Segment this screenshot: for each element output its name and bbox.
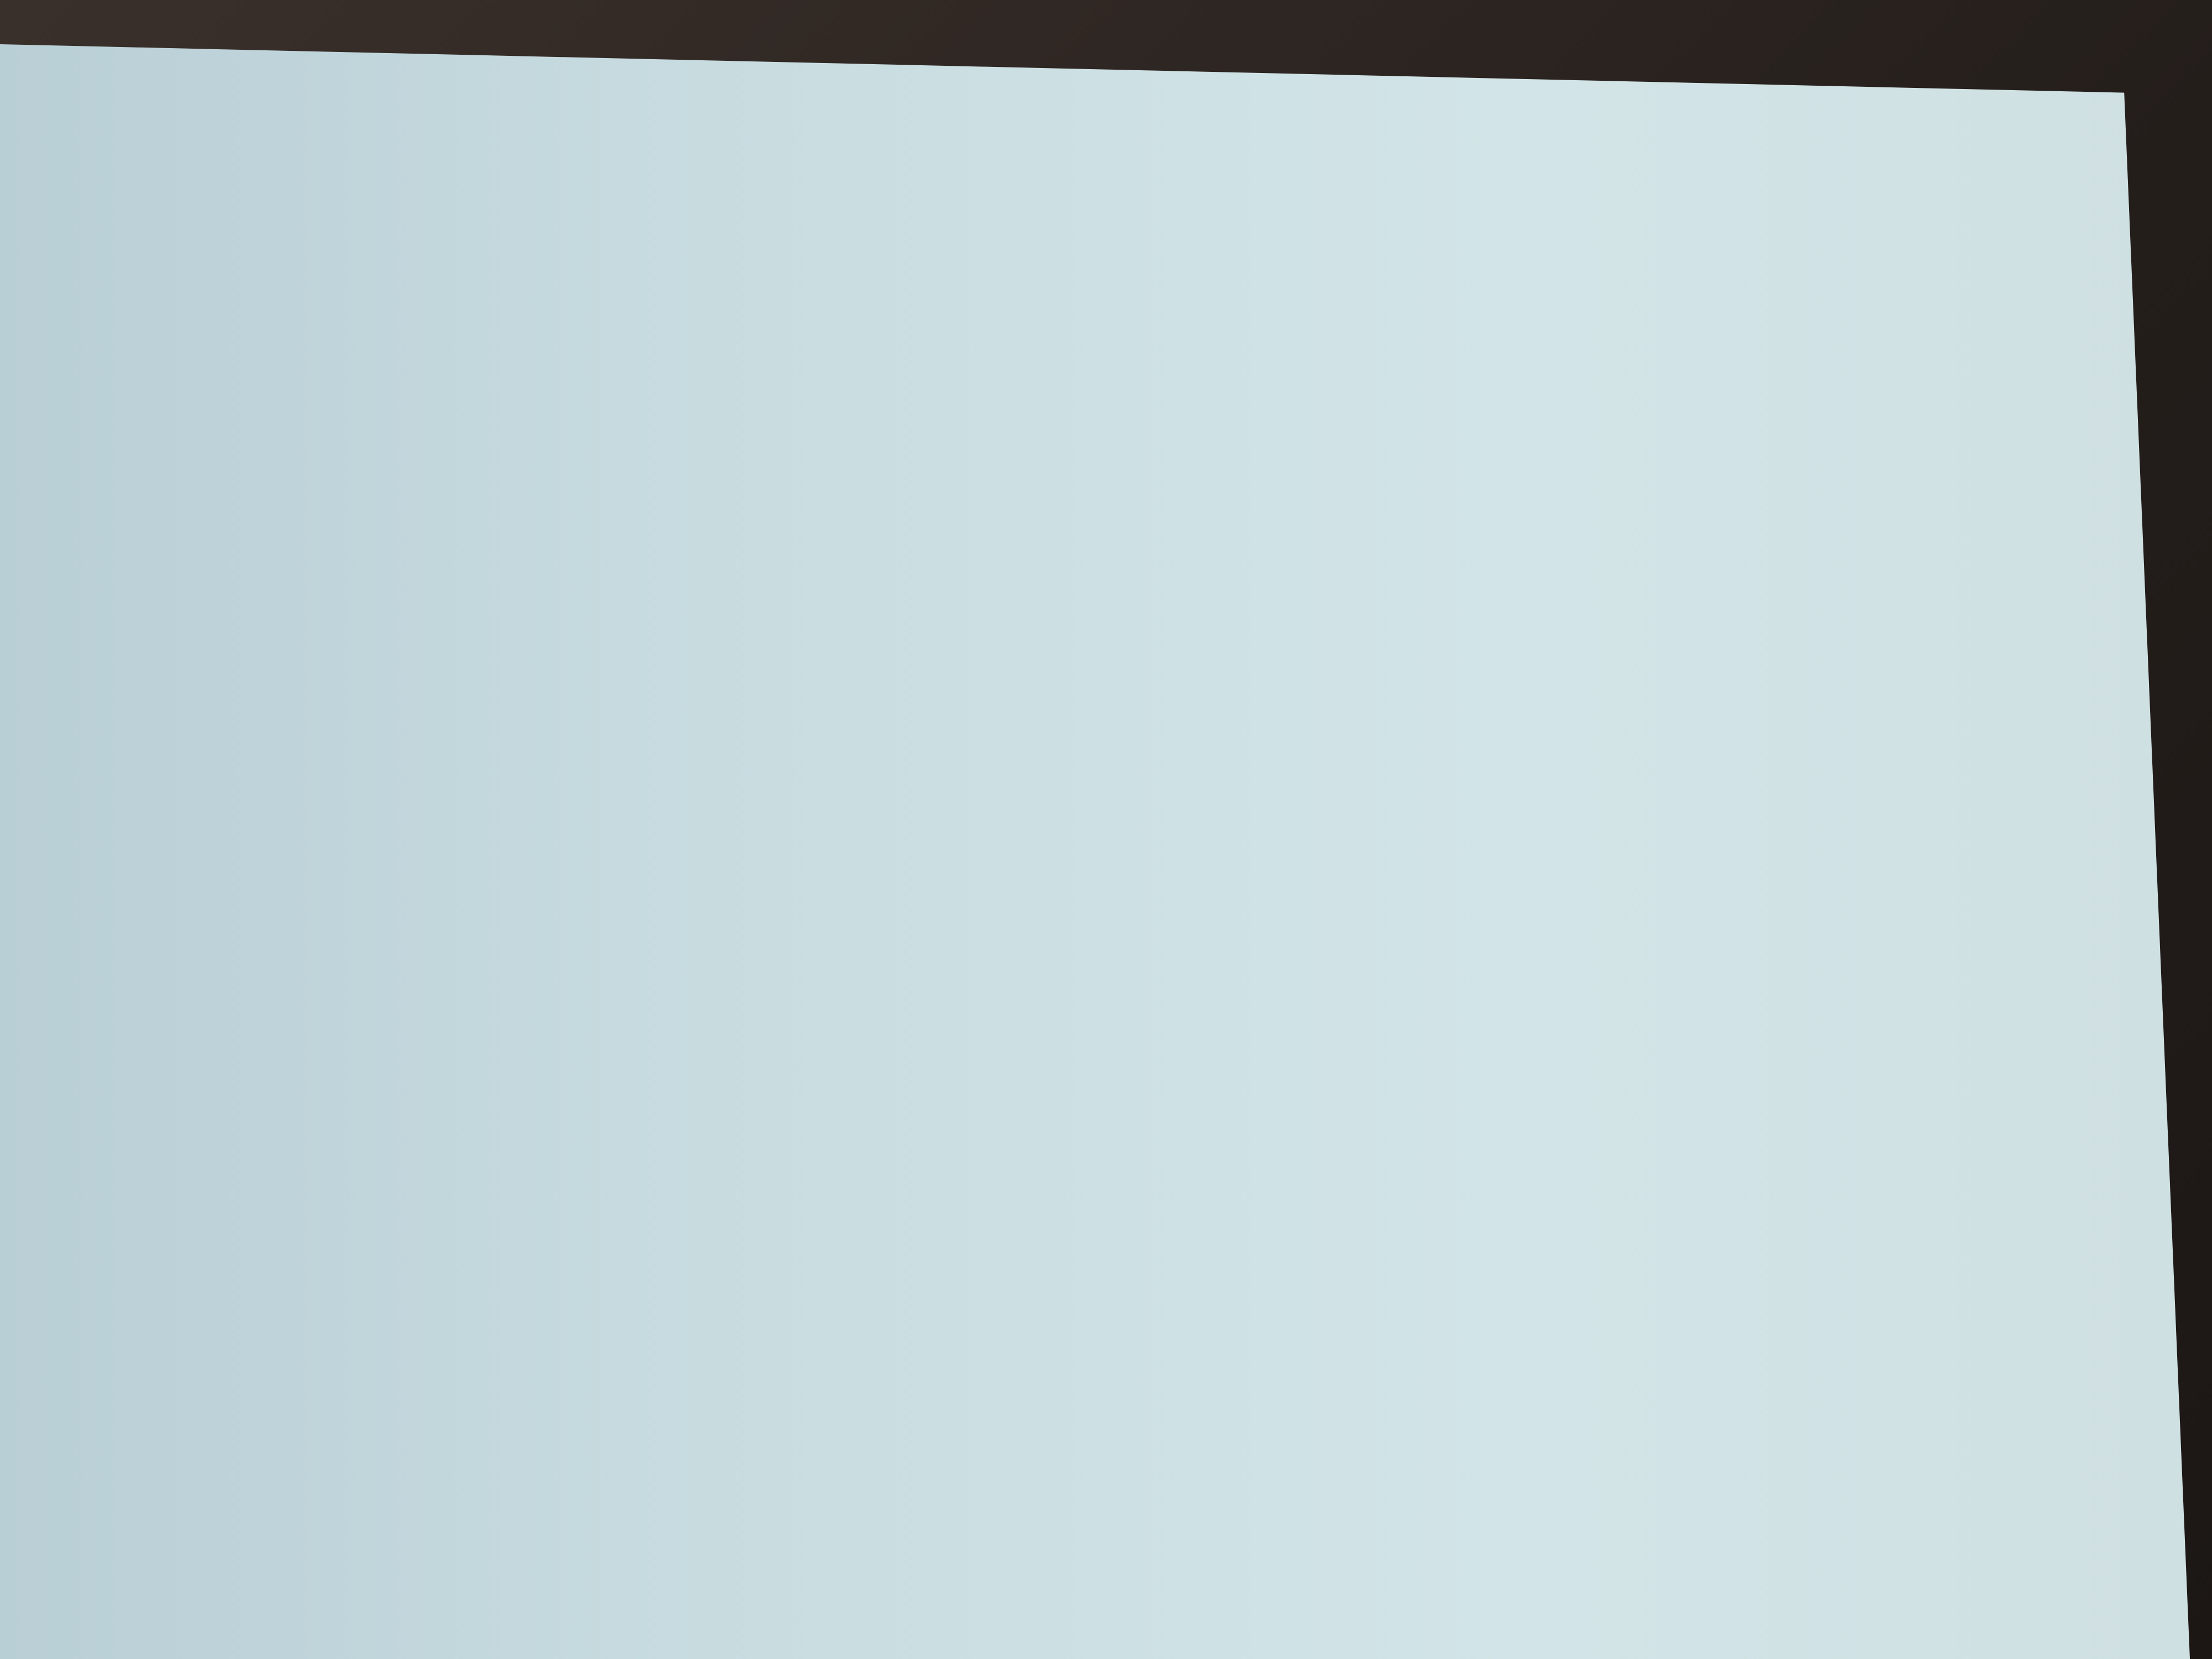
paper-sheet (0, 44, 2190, 1659)
